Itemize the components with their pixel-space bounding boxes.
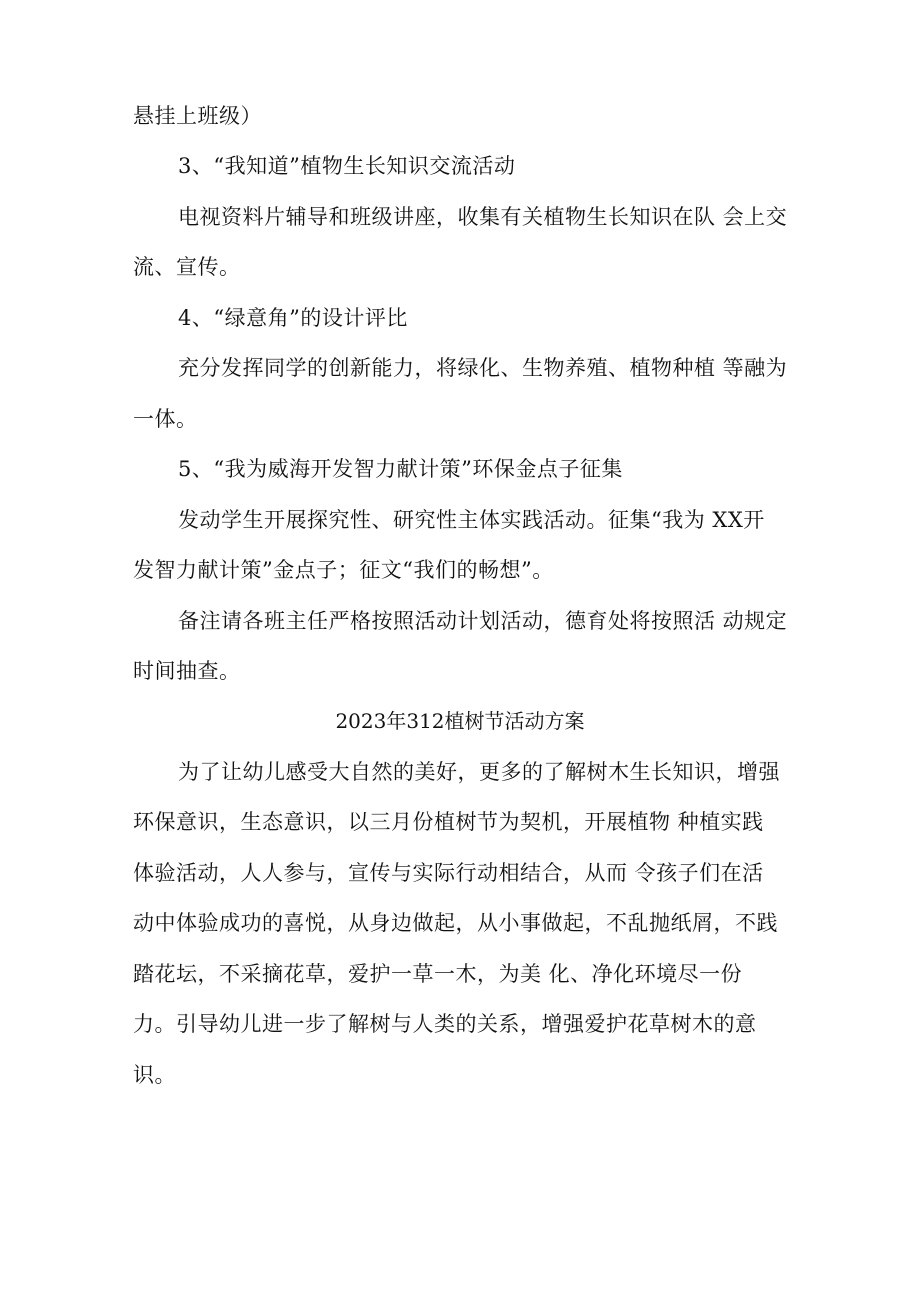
paragraph-line: 发动学生开展探究性、研究性主体实践活动。征集“我为 XX开 (178, 508, 765, 532)
paragraph-line: 充分发挥同学的创新能力，将绿化、生物养殖、植物种植 等融为 (178, 356, 788, 380)
paragraph-line: 发智力献计策”金点子；征文“我们的畅想”。 (133, 558, 554, 582)
paragraph-line: 踏花坛，不采摘花草，爱护一草一木，为美 化、净化环境尽一份 (133, 962, 743, 986)
item-heading: 4、“绿意角”的设计评比 (178, 306, 408, 330)
item-heading: 3、“我知道”植物生长知识交流活动 (178, 154, 516, 178)
paragraph-line: 体验活动，人人参与，宣传与实际行动相结合，从而 令孩子们在活 (133, 861, 764, 885)
paragraph-line: 识。 (133, 1063, 176, 1087)
paragraph-line: 悬挂上班级） (133, 104, 262, 128)
paragraph-line: 时间抽查。 (133, 659, 241, 683)
paragraph-line: 备注请各班主任严格按照活动计划活动，德育处将按照活 动规定 (178, 609, 788, 633)
paragraph-line: 环保意识，生态意识，以三月份植树节为契机，开展植物 种植实践 (133, 810, 764, 834)
paragraph-line: 为了让幼儿感受大自然的美好，更多的了解树木生长知识，增强 (178, 760, 780, 784)
item-heading: 5、“我为威海开发智力献计策”环保金点子征集 (178, 457, 623, 481)
paragraph-line: 一体。 (133, 407, 198, 431)
paragraph-line: 动中体验成功的喜悦，从身边做起，从小事做起，不乱抛纸屑，不践 (133, 911, 778, 935)
paragraph-line: 电视资料片辅导和班级讲座，收集有关植物生长知识在队 会上交 (178, 205, 788, 229)
paragraph-line: 流、宣传。 (133, 255, 241, 279)
section-title: 2023年312植树节活动方案 (335, 709, 585, 733)
paragraph-line: 力。引导幼儿进一步了解树与人类的关系，增强爱护花草树木的意 (133, 1012, 757, 1036)
